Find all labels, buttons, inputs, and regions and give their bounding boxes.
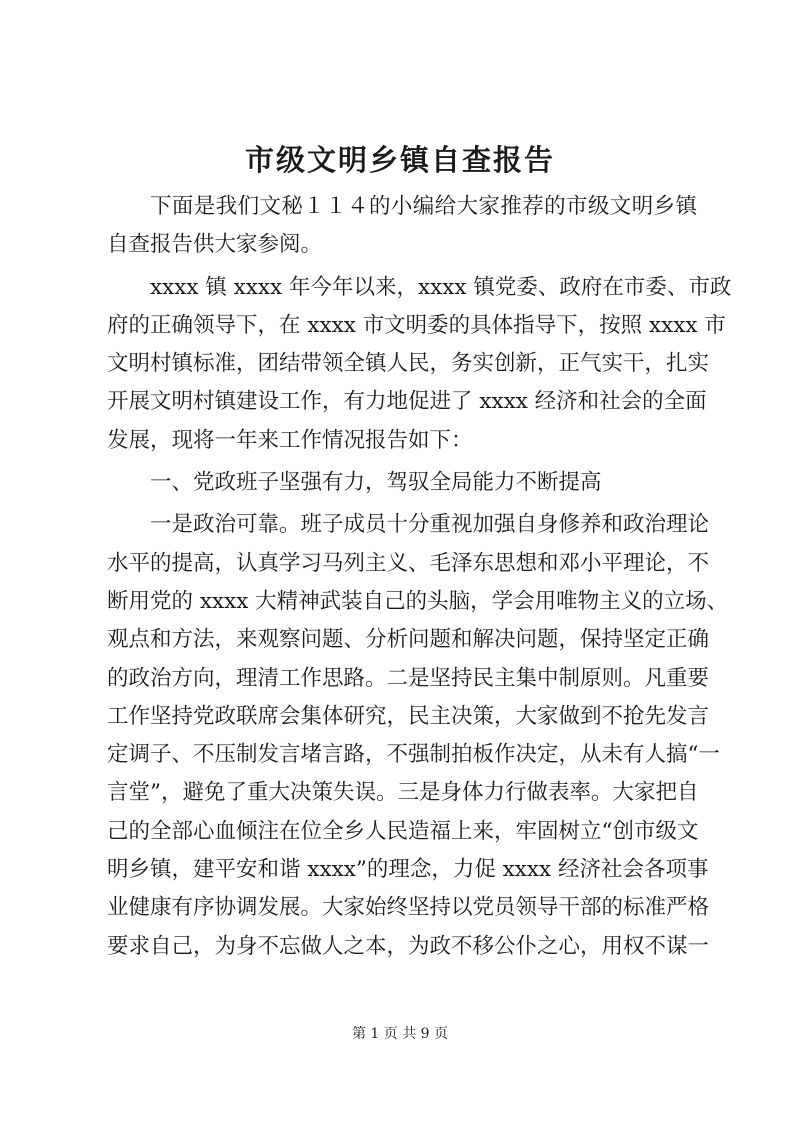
body-line: 一是政治可靠。班子成员十分重视加强自身修养和政治理论 [150,512,710,538]
body-line: 下面是我们文秘１１４的小编给大家推荐的市级文明乡镇 [150,194,697,219]
document-body [107,188,732,966]
body-line: 要求自己，为身不忘做人之本，为政不移公仆之心，用权不谋一 [107,933,710,959]
body-line: 水平的提高，认真学习马列主义、毛泽东思想和邓小平理论，不 [107,550,710,576]
body-line: 工作坚持党政联席会集体研究，民主决策，大家做到不抢先发言 [107,703,710,729]
body-line: 文明村镇标准，团结带领全镇人民，务实创新，正气实干，扎实 [107,351,710,377]
body-line: 观点和方法，来观察问题、分析问题和解决问题，保持坚定正确 [107,627,710,653]
page-footer: 第 1 页 共 9 页 [351,1026,449,1042]
body-line: 的政治方向，理清工作思路。二是坚持民主集中制原则。凡重要 [107,665,710,691]
body-line: 业健康有序协调发展。大家始终坚持以党员领导干部的标准严格 [107,895,710,921]
body-line: 发展，现将一年来工作情况报告如下： [107,427,473,453]
body-line: 言堂”，避免了重大决策失误。三是身体力行做表率。大家把自 [107,780,699,806]
body-line: 府的正确领导下，在 xxxx 市文明委的具体指导下，按照 xxxx 市 [107,312,726,338]
body-line: xxxx 镇 xxxx 年今年以来，xxxx 镇党委、政府在市委、市政 [150,274,732,300]
body-line: 断用党的 xxxx 大精神武装自己的头脑，学会用唯物主义的立场、 [107,588,729,614]
body-line: 开展文明村镇建设工作，有力地促进了 xxxx 经济和社会的全面 [107,389,707,415]
body-line: 己的全部心血倾注在位全乡人民造福上来，牢固树立“创市级文 [107,818,699,844]
body-line: 定调子、不压制发言堵言路，不强制拍板作决定，从未有人搞“一 [107,742,720,768]
body-line: 自查报告供大家参阅。 [107,232,323,258]
document-title: 市级文明乡镇自查报告 [244,143,555,177]
body-line: 明乡镇，建平安和谐 xxxx”的理念，力促 xxxx 经济社会各项事 [107,857,709,883]
section-heading: 一、党政班子坚强有力，驾驭全局能力不断提高 [150,470,602,496]
